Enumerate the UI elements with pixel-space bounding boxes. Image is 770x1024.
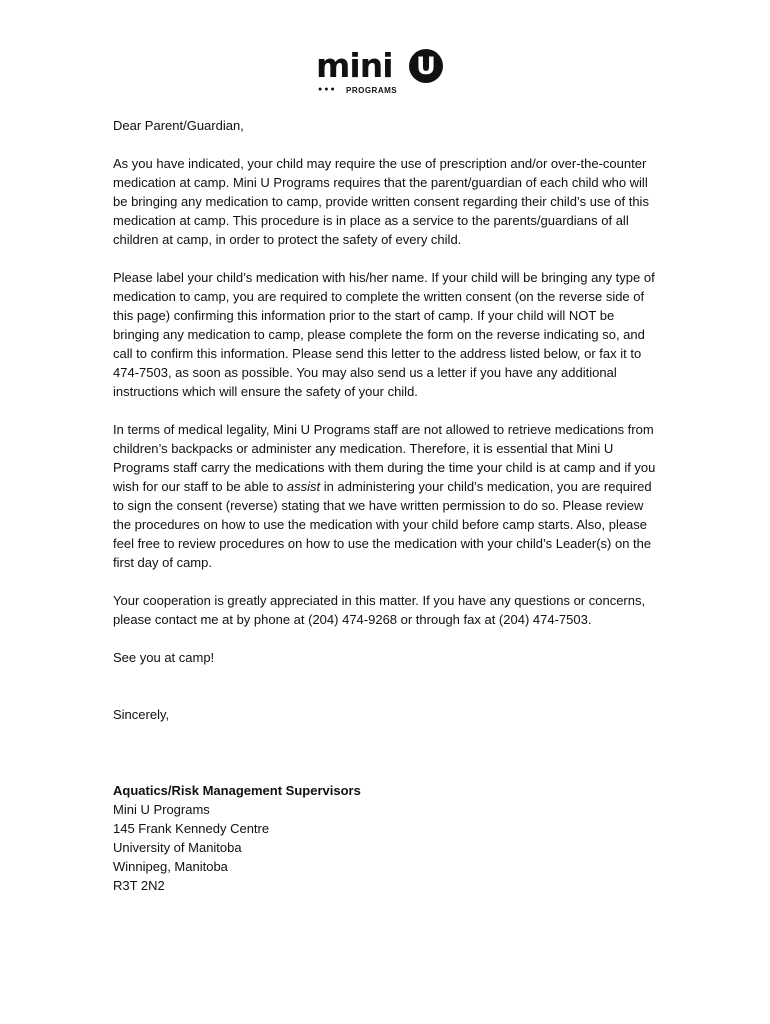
logo-u-badge: U	[409, 49, 443, 83]
paragraph-1: As you have indicated, your child may require the use of prescription and/or over-the-counter medication at camp. Mini U Programs requires that the parent/guardian of each child who will be bringing any medication to camp, provide written consent regarding their child’s use of this medication at camp. This procedure is in place as a service to the parents/guardians of all children at camp, in order to protect the safety of every child.	[113, 156, 649, 247]
logo-subtitle: PROGRAMS	[346, 86, 398, 95]
paragraph-2: Please label your child’s medication with his/her name. If your child will be bringing any type of medication to camp, you are required to complete the written consent (on the reverse side of this page) confirming this information prior to the start of camp. If your child will NOT be bringing any medication to camp, please complete the form on the reverse indicating so, and call to confirm this information. Please send this letter to the address listed below, or fax it to 474-7503, as soon as possible. You may also send us a letter if you have any additional instructions which will ensure the safety of your child.	[113, 270, 655, 399]
salutation: Dear Parent/Guardian,	[113, 118, 244, 133]
signature-org: Mini U Programs	[113, 802, 210, 817]
mini-u-logo	[316, 46, 456, 98]
signature-title: Aquatics/Risk Management Supervisors	[113, 783, 361, 798]
signature-postal: R3T 2N2	[113, 878, 165, 893]
logo-wordmark: mini	[316, 46, 393, 85]
closing: Sincerely,	[113, 707, 170, 722]
paragraph-3-end: in administering your child’s medication, you are required to sign the consent (reverse) stating that we have written permission to do so. Please review the procedures on how to use the medication with your child before camp starts. Also, please feel free to review procedures on how to use the medication with your child’s Leader(s) on the first day of camp.	[113, 479, 652, 570]
paragraph-4: Your cooperation is greatly appreciated in this matter. If you have any questions or concerns, please contact me at by phone at (204) 474-9268 or through fax at (204) 474-7503.	[113, 593, 646, 627]
paragraph-3-emphasis: assist	[286, 479, 321, 494]
logo-dots: ●●●	[318, 86, 337, 93]
letter-body	[113, 116, 661, 895]
signature-block	[113, 781, 661, 895]
paragraph-3	[113, 420, 661, 572]
paragraph-3-start: In terms of medical legality, Mini U Programs staff are not allowed to retrieve medications from children’s backpacks or administer any medication. Therefore, it is essential that Mini U Programs staff carry the medications with them during the time your child is at camp and if you wish for our staff to be able to	[113, 422, 656, 494]
signature-address-2: University of Manitoba	[113, 840, 242, 855]
signature-address-1: 145 Frank Kennedy Centre	[113, 821, 270, 836]
signature-address-3: Winnipeg, Manitoba	[113, 859, 228, 874]
paragraph-5: See you at camp!	[113, 650, 215, 665]
